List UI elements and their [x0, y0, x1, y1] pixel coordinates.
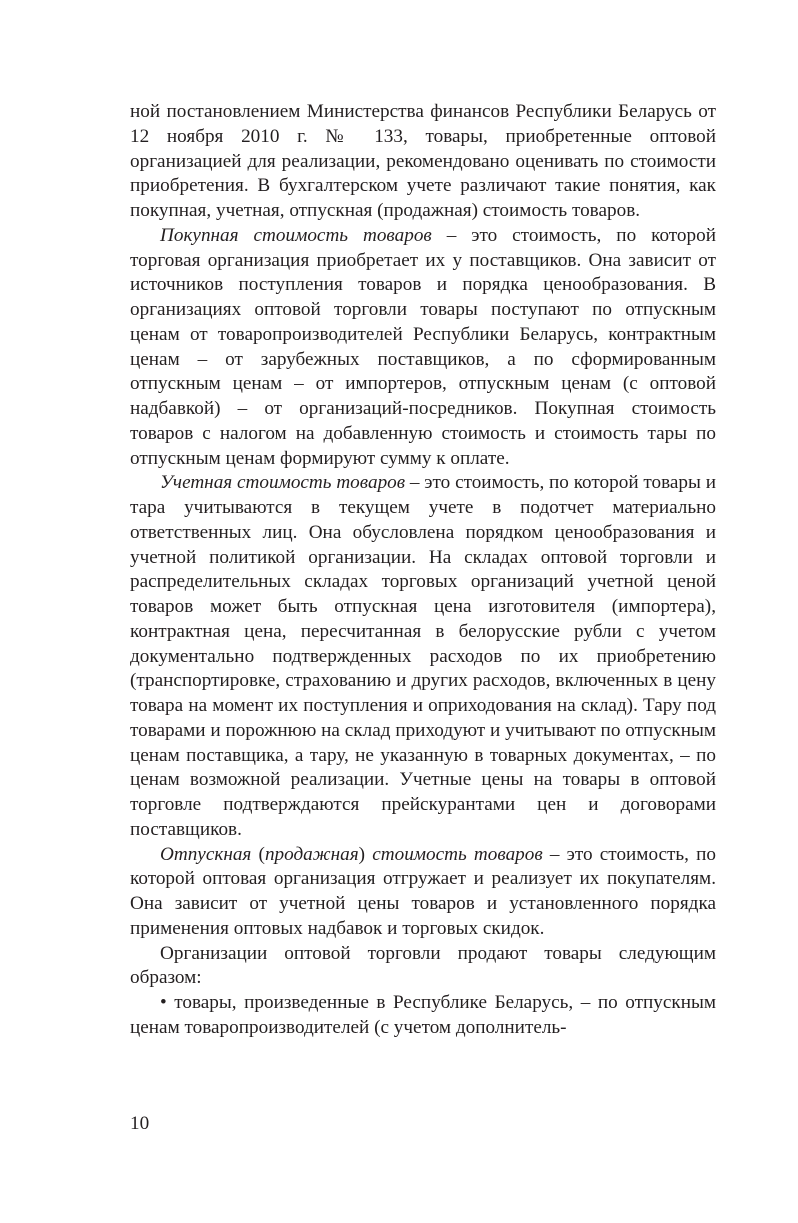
list-item — [130, 991, 716, 1041]
term-purchase-cost: Покупная стоимость товаров — [160, 224, 432, 246]
term-selling-b: продажная — [264, 843, 359, 865]
paragraph-text: Организации оптовой торговли продают товары следующим образом: — [130, 942, 716, 989]
term-selling-a: Отпускная — [160, 843, 252, 865]
paragraph-text: ной постановлением Министерства финансов Республики Беларусь от 12 ноября 2010 г. № 133, товары, приобретенные оптовой организацией для реализации, рекомендовано оценивать по стоимости приобретения. В бухгалтерском учете различают такие понятия, как покупная, учетная, отпускная (продажная) стоимость товаров. — [130, 101, 716, 221]
term-accounting-cost: Учетная стоимость товаров — [160, 472, 406, 494]
term-selling-c: стоимость товаров — [372, 843, 543, 865]
page-number: 10 — [130, 1113, 150, 1134]
list-item-text: товары, произведенные в Республике Беларусь, – по отпускным ценам товаропроизводителей (с учетом дополнитель- — [130, 992, 716, 1038]
paragraph-continuation — [130, 100, 716, 224]
paragraph-accounting-cost — [130, 471, 716, 842]
paragraph-text: – это стоимость, по которой оптовая организация отгружает и реализует их покупателям. Она зависит от учетной цены товаров и установленного порядка применения оптовых надбавок и торговых скидок. — [130, 843, 717, 939]
bullet-icon: • — [160, 992, 167, 1013]
paragraph-text: – это стоимость, по которой торговая организация приобретает их у поставщиков. Она зависит от источников поступления товаров и порядка ценообразования. В организациях оптовой торговли товары поступают по отпускным ценам от товаропроизводителей Республики Беларусь, контрактным ценам – от зарубежных поставщиков, а по сформированным отпускным ценам – от импортеров, отпускным ценам (с оптовой надбавкой) – от организаций-посредников. Покупная стоимость товаров с налогом на добавленную стоимость и стоимость тары по отпускным ценам формируют сумму к оплате. — [130, 224, 716, 469]
paragraph-selling-cost: Отпускная (продажная) стоимость товаров – это стоимость, по которой оптовая организация отгружает и реализует их покупателям. Она зависит от учетной цены товаров и установленного порядка применения оптовых надбавок и торговых скидок. — [130, 843, 717, 939]
paragraph-text: – это стоимость, по которой товары и тара учитываются в текущем учете в подотчет материально ответственных лиц. Она обусловлена порядком ценообразования и учетной политикой организации. На складах оптовой торговли и распределительных складах торговых организаций учетной ценой товаров может быть отпускная цена изготовителя (импортера), контрактная цена, пересчитанная в белорусские рубли с учетом документально подтвержденных расходов по их приобретению (транспортировке, страхованию и других расходов, включенных в цену товара на момент их поступления и оприходования на склад). Тару под товарами и порожнюю на склад приходуют и учитывают по отпускным ценам поставщика, а тару, не указанную в товарных документах, – по ценам возможной реализации. Учетные цены на товары в оптовой торговле подтверждаются прейскурантами цен и договорами поставщиков. — [130, 472, 716, 840]
paragraph-sales-intro — [130, 942, 716, 992]
paragraph-purchase-cost — [130, 224, 716, 472]
body-text — [130, 100, 716, 1041]
